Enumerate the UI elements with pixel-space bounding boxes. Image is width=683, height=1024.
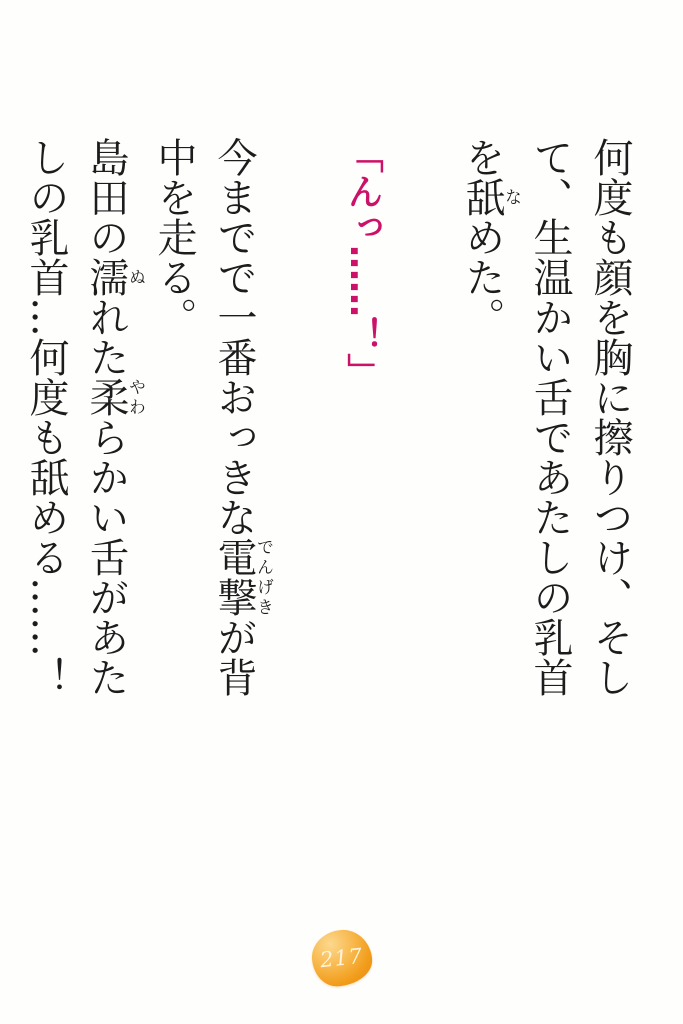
furigana-annotation: ぬ [125, 257, 145, 297]
furigana-base: 柔やわ [83, 377, 145, 417]
furigana-base: 電撃でんげき [211, 537, 273, 617]
furigana-annotation: な [501, 177, 521, 217]
narration-line-7: しの乳首…何度も舐める……！ [23, 137, 69, 697]
furigana-base: 舐な [459, 177, 521, 217]
narration-line-1: 何度も顔を胸に擦りつけ、そし [587, 137, 633, 697]
narration-line-2: て、生温かい舌であたしの乳首 [527, 137, 573, 697]
page-number-badge [310, 928, 374, 988]
narration-line-3: を舐なめた。 [459, 137, 521, 337]
dialogue-line: 「んっ……！」 [342, 137, 383, 389]
vertical-text-block [16, 137, 640, 717]
page-number: 217 [319, 943, 365, 973]
furigana-annotation: やわ [125, 377, 145, 417]
narration-line-5: 中を走る。 [151, 137, 197, 337]
narration-line-6: 島田の濡ぬれた柔やわらかい舌があた [83, 137, 145, 697]
narration-line-4: 今までで一番おっきな電撃でんげきが背 [211, 137, 273, 697]
furigana-annotation: でんげき [253, 537, 273, 617]
furigana-base: 濡ぬ [83, 257, 145, 297]
